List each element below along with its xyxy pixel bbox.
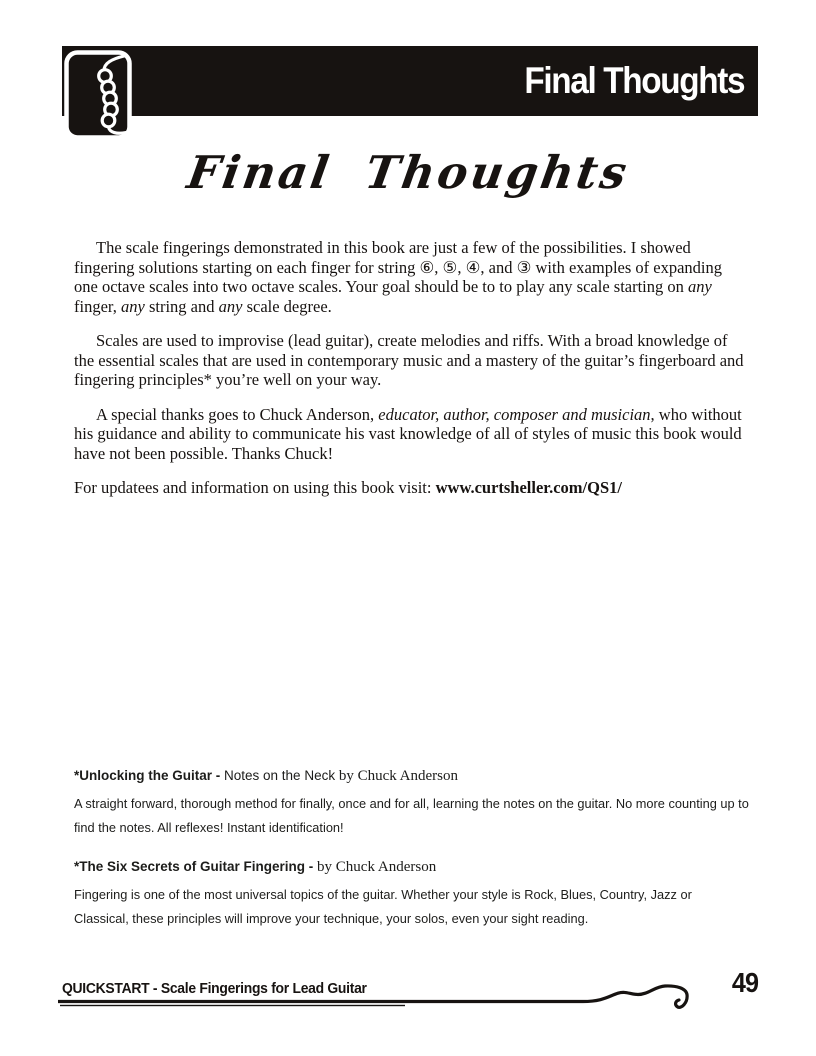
- paragraph-thanks: A special thanks goes to Chuck Anderson, educator, author, composer and musician, who without his guidance and ability to communicate his vast knowledge of all of styles of music this book would have not been possible. Thanks Chuck!: [74, 404, 742, 463]
- paragraph-scales: Scales are used to improvise (lead guitar), create melodies and riffs. With a broad knowledge of the essential scales that are used in contemporary music and a mastery of the guitar’s fingerboard and fingering principles* you’re well on your way.: [74, 331, 744, 389]
- paragraph-updates: For updatees and information on using this book visit: www.curtsheller.com/QS1/: [74, 478, 622, 497]
- emphasis-any-3: any: [218, 296, 243, 316]
- guitar-headstock-logo-icon: [64, 50, 132, 140]
- footnote-title: *The Six Secrets of Guitar Fingering - by Chuck Anderson: [74, 859, 437, 875]
- paragraph-intro-text: The scale fingerings demonstrated in this book are just a few of the possibilities. I showed fingering solutions starting on each finger for string ⑥, ⑤, ④, and ③ with examples of expanding one octave scales into two octave scales. Your goal should be to to play any scale starting on: [74, 238, 722, 296]
- footnote-six-secrets: [74, 859, 750, 931]
- body-text: [74, 238, 746, 513]
- header-title: Final Thoughts: [524, 60, 744, 101]
- script-title-wrap: [0, 146, 816, 199]
- footnote-title: *Unlocking the Guitar - Notes on the Neck by Chuck Anderson: [74, 768, 458, 784]
- paragraph-intro: The scale fingerings demonstrated in this book are just a few of the possibilities. I showed fingering solutions starting on each finger for string ⑥, ⑤, ④, and ③ with examples of expanding one octave scales into two octave scales. Your goal should be to to play any scale starting on any finger, any string and any scale degree.: [74, 238, 722, 316]
- page-number: 49: [731, 967, 758, 998]
- footer-rule-squiggle-icon: [58, 975, 703, 1020]
- website-url: www.curtsheller.com/QS1/: [435, 478, 622, 497]
- footnote-author: by Chuck Anderson: [335, 768, 458, 784]
- header-bar: [62, 46, 758, 116]
- emphasis-credits: educator, author, composer and musician: [378, 404, 651, 424]
- footnote-unlocking-the-guitar: [74, 768, 750, 840]
- footer-book-title: QUICKSTART - Scale Fingerings for Lead Guitar: [62, 981, 367, 997]
- footnotes-section: [74, 768, 750, 950]
- footnote-description: A straight forward, thorough method for finally, once and for all, learning the notes on the guitar. No more counting up to find the notes. All reflexes! Instant identification!: [74, 796, 749, 835]
- emphasis-any-1: any: [688, 277, 712, 296]
- footnote-author: by Chuck Anderson: [317, 859, 437, 875]
- footnote-description: Fingering is one of the most universal topics of the guitar. Whether your style is Rock, Blues, Country, Jazz or Classical, these principles will improve your technique, your solos, even your sight reading.: [74, 887, 692, 926]
- emphasis-any-2: any: [121, 296, 145, 316]
- page-title: Final Thoughts: [183, 146, 633, 199]
